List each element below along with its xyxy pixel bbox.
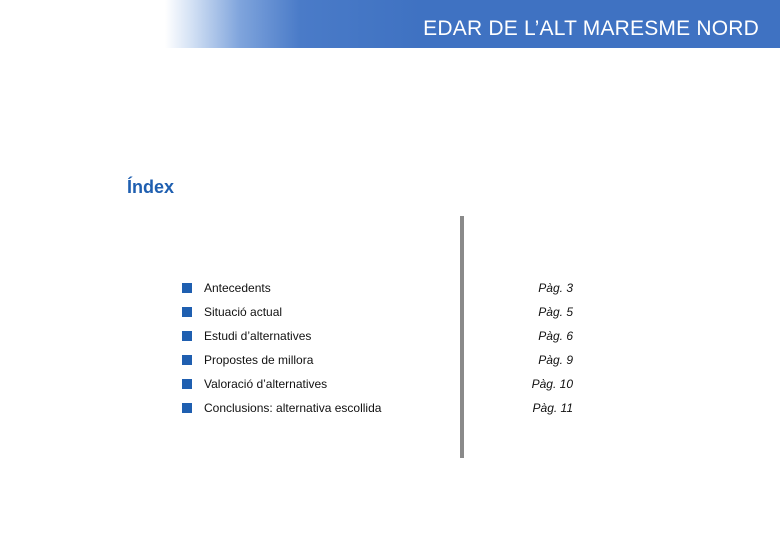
toc-item-label: Valoració d’alternatives bbox=[204, 377, 328, 391]
toc-item bbox=[0, 328, 780, 344]
square-bullet-icon bbox=[182, 331, 192, 341]
toc-item bbox=[0, 376, 780, 392]
toc-item-page: Pàg. 3 bbox=[538, 281, 573, 295]
square-bullet-icon bbox=[182, 355, 192, 365]
toc-item-label: Situació actual bbox=[204, 305, 283, 319]
document-title: EDAR DE L’ALT MARESME NORD bbox=[423, 17, 759, 40]
toc-item-page: Pàg. 6 bbox=[538, 329, 573, 343]
toc-item bbox=[0, 280, 780, 296]
square-bullet-icon bbox=[182, 283, 192, 293]
toc-item-page: Pàg. 9 bbox=[538, 353, 573, 367]
toc-item-page: Pàg. 11 bbox=[532, 401, 573, 415]
square-bullet-icon bbox=[182, 403, 192, 413]
toc-item bbox=[0, 304, 780, 320]
index-heading: Índex bbox=[127, 177, 175, 197]
toc-item-label: Antecedents bbox=[204, 281, 271, 295]
toc-item bbox=[0, 352, 780, 368]
toc-item-page: Pàg. 5 bbox=[538, 305, 573, 319]
square-bullet-icon bbox=[182, 379, 192, 389]
header-band bbox=[0, 0, 780, 48]
toc-item-label: Conclusions: alternativa escollida bbox=[204, 401, 382, 415]
square-bullet-icon bbox=[182, 307, 192, 317]
toc-item-label: Propostes de millora bbox=[204, 353, 314, 367]
toc-item bbox=[0, 400, 780, 416]
toc-item-label: Estudi d’alternatives bbox=[204, 329, 312, 343]
toc-item-page: Pàg. 10 bbox=[531, 377, 573, 391]
